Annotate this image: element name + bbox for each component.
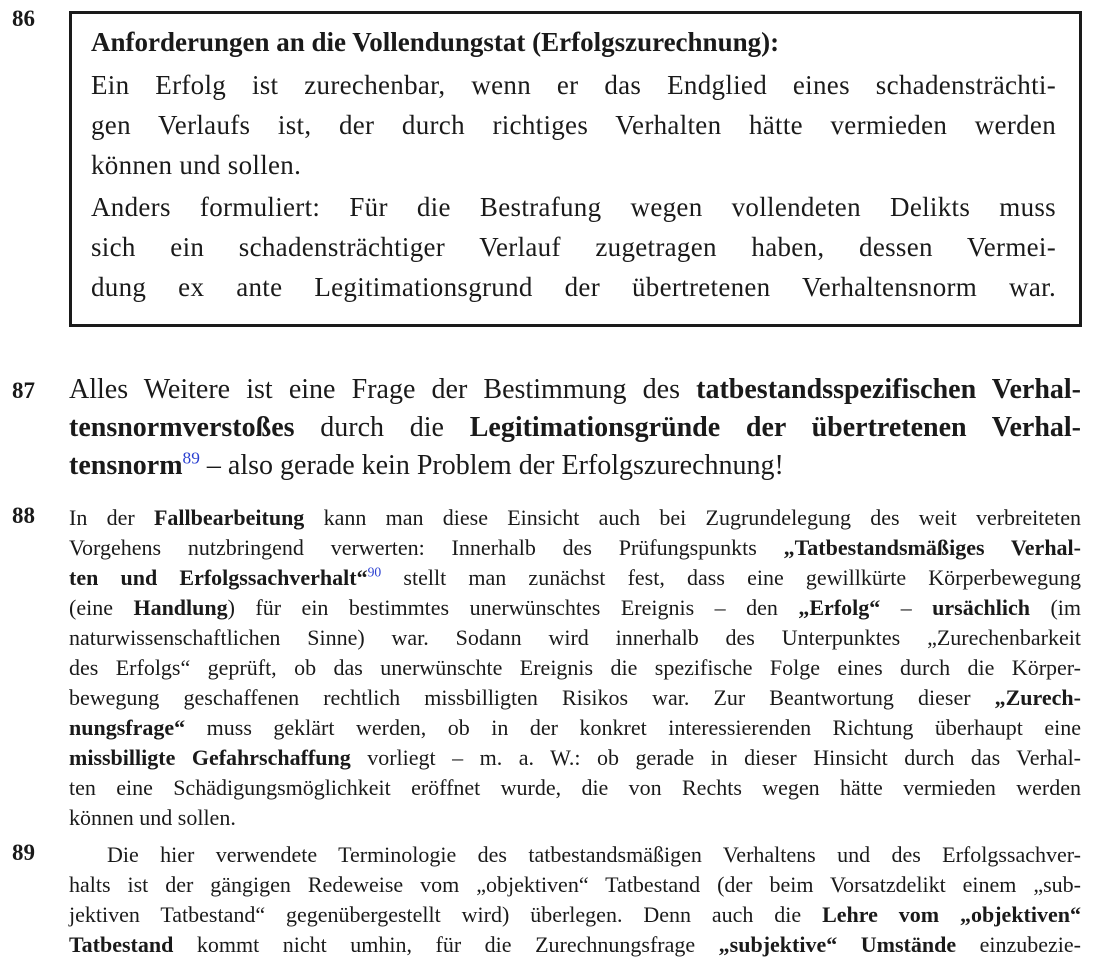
fn89-line-3: jektiven Tatbestand“ gegenübergestellt wird) überlegen. Denn auch die Lehre vom „objektiven“ bbox=[69, 902, 1081, 927]
p88-line-9: missbilligte Gefahrschaffung vorliegt – m. a. W.: ob gerade in dieser Hinsicht durch das Verhal- bbox=[69, 745, 1082, 770]
p88-line-5: naturwissenschaftlichen Sinne) war. Sodann wird innerhalb des Unterpunktes „Zurechenbarkeit bbox=[69, 625, 1081, 650]
p88-line-6: des Erfolgs“ geprüft, ob das unerwünschte Ereignis die spezifische Folge eines durch die Körper- bbox=[69, 655, 1081, 680]
margin-number-88: 88 bbox=[12, 503, 35, 528]
box-heading: Anforderungen an die Vollendungstat (Erfolgszurechnung): bbox=[91, 27, 780, 57]
margin-number-87: 87 bbox=[12, 378, 35, 403]
p88-line-3: ten und Erfolgssachverhalt“$^{90}$ stellt man zunächst fest, dass eine gewillkürte Körperbewegung bbox=[69, 564, 1081, 590]
p88-line-1: In der Fallbearbeitung kann man diese Einsicht auch bei Zugrundelegung des weit verbreiteten bbox=[69, 505, 1082, 530]
p87-line-3: tensnorm$^{89}$ – also gerade kein Problem der Erfolgszurechnung! bbox=[69, 448, 784, 481]
p88-line-2: Vorgehens nutzbringend verwerten: Innerhalb des Prüfungspunkts „Tatbestandsmäßiges Verhal- bbox=[69, 535, 1081, 560]
p88-line-4: (eine Handlung) für ein bestimmtes unerwünschtes Ereignis – den „Erfolg“ – ursächlich (im bbox=[69, 595, 1081, 620]
p88-line-8: nungsfrage“ muss geklärt werden, ob in der konkret interessierenden Richtung überhaupt eine bbox=[69, 715, 1081, 740]
box-line-5: sich ein schadensträchtiger Verlauf zugetragen haben, dessen Vermei- bbox=[91, 232, 1056, 262]
fn89-line-2: halts ist der gängigen Redeweise vom „objektiven“ Tatbestand (der beim Vorsatzdelikt einem „sub- bbox=[69, 872, 1081, 897]
p87-line-1: Alles Weitere ist eine Frage der Bestimmung des tatbestandsspezifischen Verhal- bbox=[69, 374, 1081, 405]
margin-number-89: 89 bbox=[12, 840, 35, 865]
box-line-6: dung ex ante Legitimationsgrund der übertretenen Verhaltensnorm war. bbox=[91, 272, 1056, 302]
p88-line-11: können und sollen. bbox=[69, 805, 236, 830]
box-line-3: können und sollen. bbox=[91, 150, 302, 180]
footnote-89-link[interactable]: 89 bbox=[182, 448, 200, 468]
box-line-4: Anders formuliert: Für die Bestrafung wegen vollendeten Delikts muss bbox=[91, 192, 1056, 222]
p88-line-7: bewegung geschaffenen rechtlich missbilligten Risikos war. Zur Beantwortung dieser „Zurech- bbox=[69, 685, 1081, 710]
fn89-line-1: Die hier verwendete Terminologie des tatbestandsmäßigen Verhaltens und des Erfolgssachver- bbox=[107, 842, 1081, 867]
footnote-90-link[interactable]: 90 bbox=[367, 564, 382, 580]
p87-line-2: tensnormverstoßes durch die Legitimationsgründe der übertretenen Verhal- bbox=[69, 412, 1081, 443]
p88-line-10: ten eine Schädigungsmöglichkeit eröffnet wurde, die von Rechts wegen hätte vermieden werden bbox=[69, 775, 1081, 800]
box-line-1: Ein Erfolg ist zurechenbar, wenn er das Endglied eines schadensträchti- bbox=[91, 70, 1056, 100]
margin-number-86: 86 bbox=[12, 6, 35, 31]
box-line-2: gen Verlaufs ist, der durch richtiges Verhalten hätte vermieden werden bbox=[91, 110, 1056, 140]
fn89-line-4: Tatbestand kommt nicht umhin, für die Zurechnungsfrage „subjektive“ Umstände einzubezie- bbox=[69, 932, 1081, 957]
